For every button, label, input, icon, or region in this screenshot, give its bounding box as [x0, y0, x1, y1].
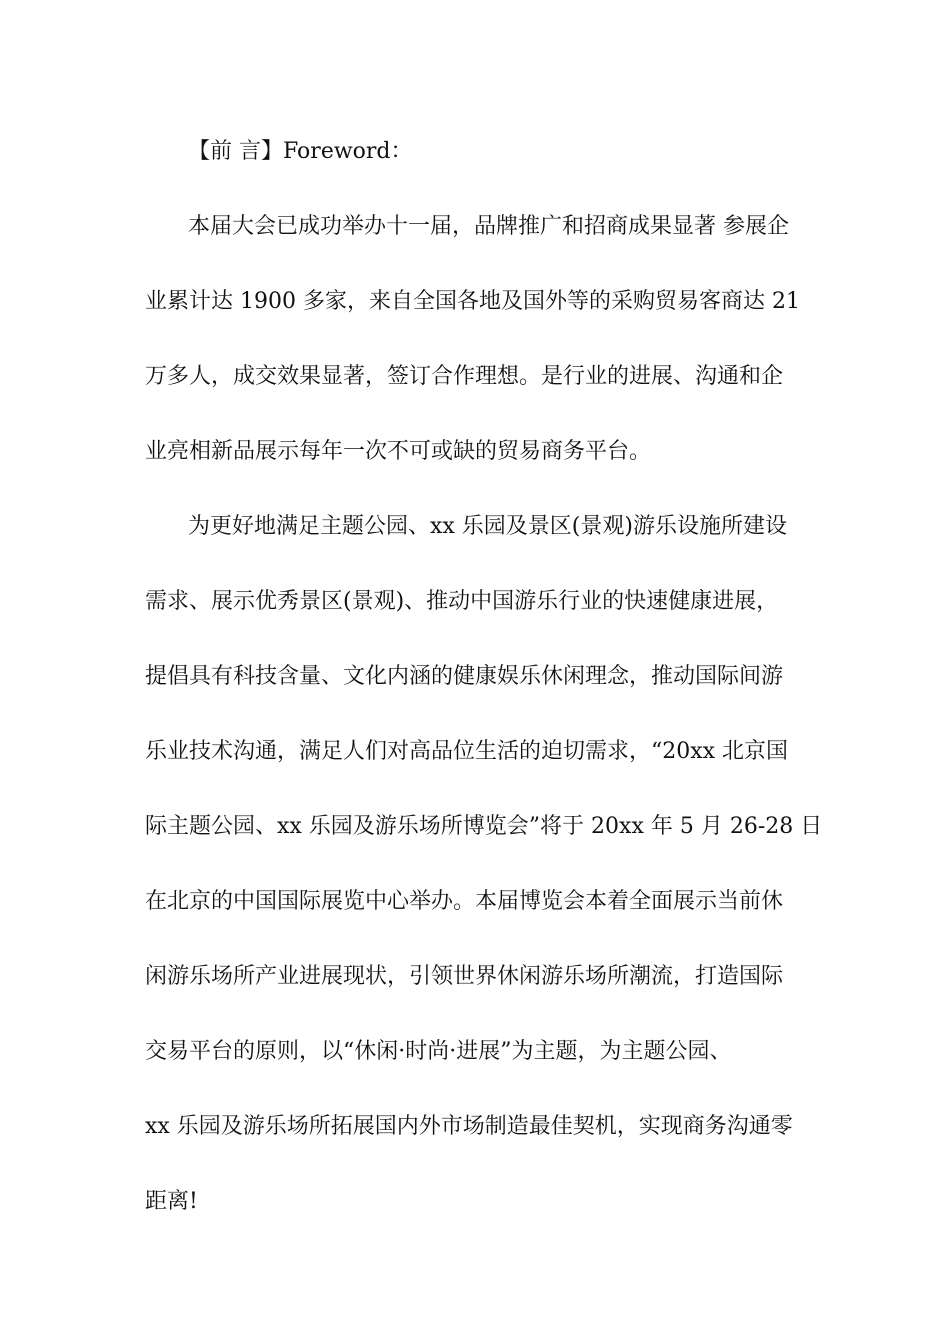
paragraph-line: 需求、展示优秀景区(景观)、推动中国游乐行业的快速健康进展， [145, 589, 779, 614]
paragraph-line: 业累计达 1900 多家，来自全国各地及国外等的采购贸易客商达 21 [145, 289, 800, 314]
paragraph-line: 交易平台的原则，以“休闲·时尚·进展”为主题，为主题公园、 [145, 1039, 732, 1064]
paragraph-line: 际主题公园、xx 乐园及游乐场所博览会”将于 20xx 年 5 月 26-28 日 [145, 814, 823, 839]
paragraph-line: 提倡具有科技含量、文化内涵的健康娱乐休闲理念，推动国际间游 [145, 664, 784, 689]
paragraph-line: 本届大会已成功举办十一届，品牌推广和招商成果显著 参展企 [188, 214, 789, 239]
paragraph-line: 闲游乐场所产业进展现状，引领世界休闲游乐场所潮流，打造国际 [145, 964, 784, 989]
paragraph-line: 在北京的中国国际展览中心举办。本届博览会本着全面展示当前休 [145, 889, 784, 914]
paragraph-line: 业亮相新品展示每年一次不可或缺的贸易商务平台。 [145, 439, 652, 464]
paragraph-line: 万多人，成交效果显著，签订合作理想。是行业的进展、沟通和企 [145, 364, 784, 389]
paragraph-line: 距离! [145, 1189, 198, 1214]
paragraph-line: xx 乐园及游乐场所拓展国内外市场制造最佳契机，实现商务沟通零 [145, 1114, 793, 1139]
paragraph-line: 乐业技术沟通，满足人们对高品位生活的迫切需求，“20xx 北京国 [145, 739, 789, 764]
paragraph-line: 为更好地满足主题公园、xx 乐园及景区(景观)游乐设施所建设 [188, 514, 787, 539]
heading-foreword: 【前 言】Foreword： [188, 139, 413, 164]
